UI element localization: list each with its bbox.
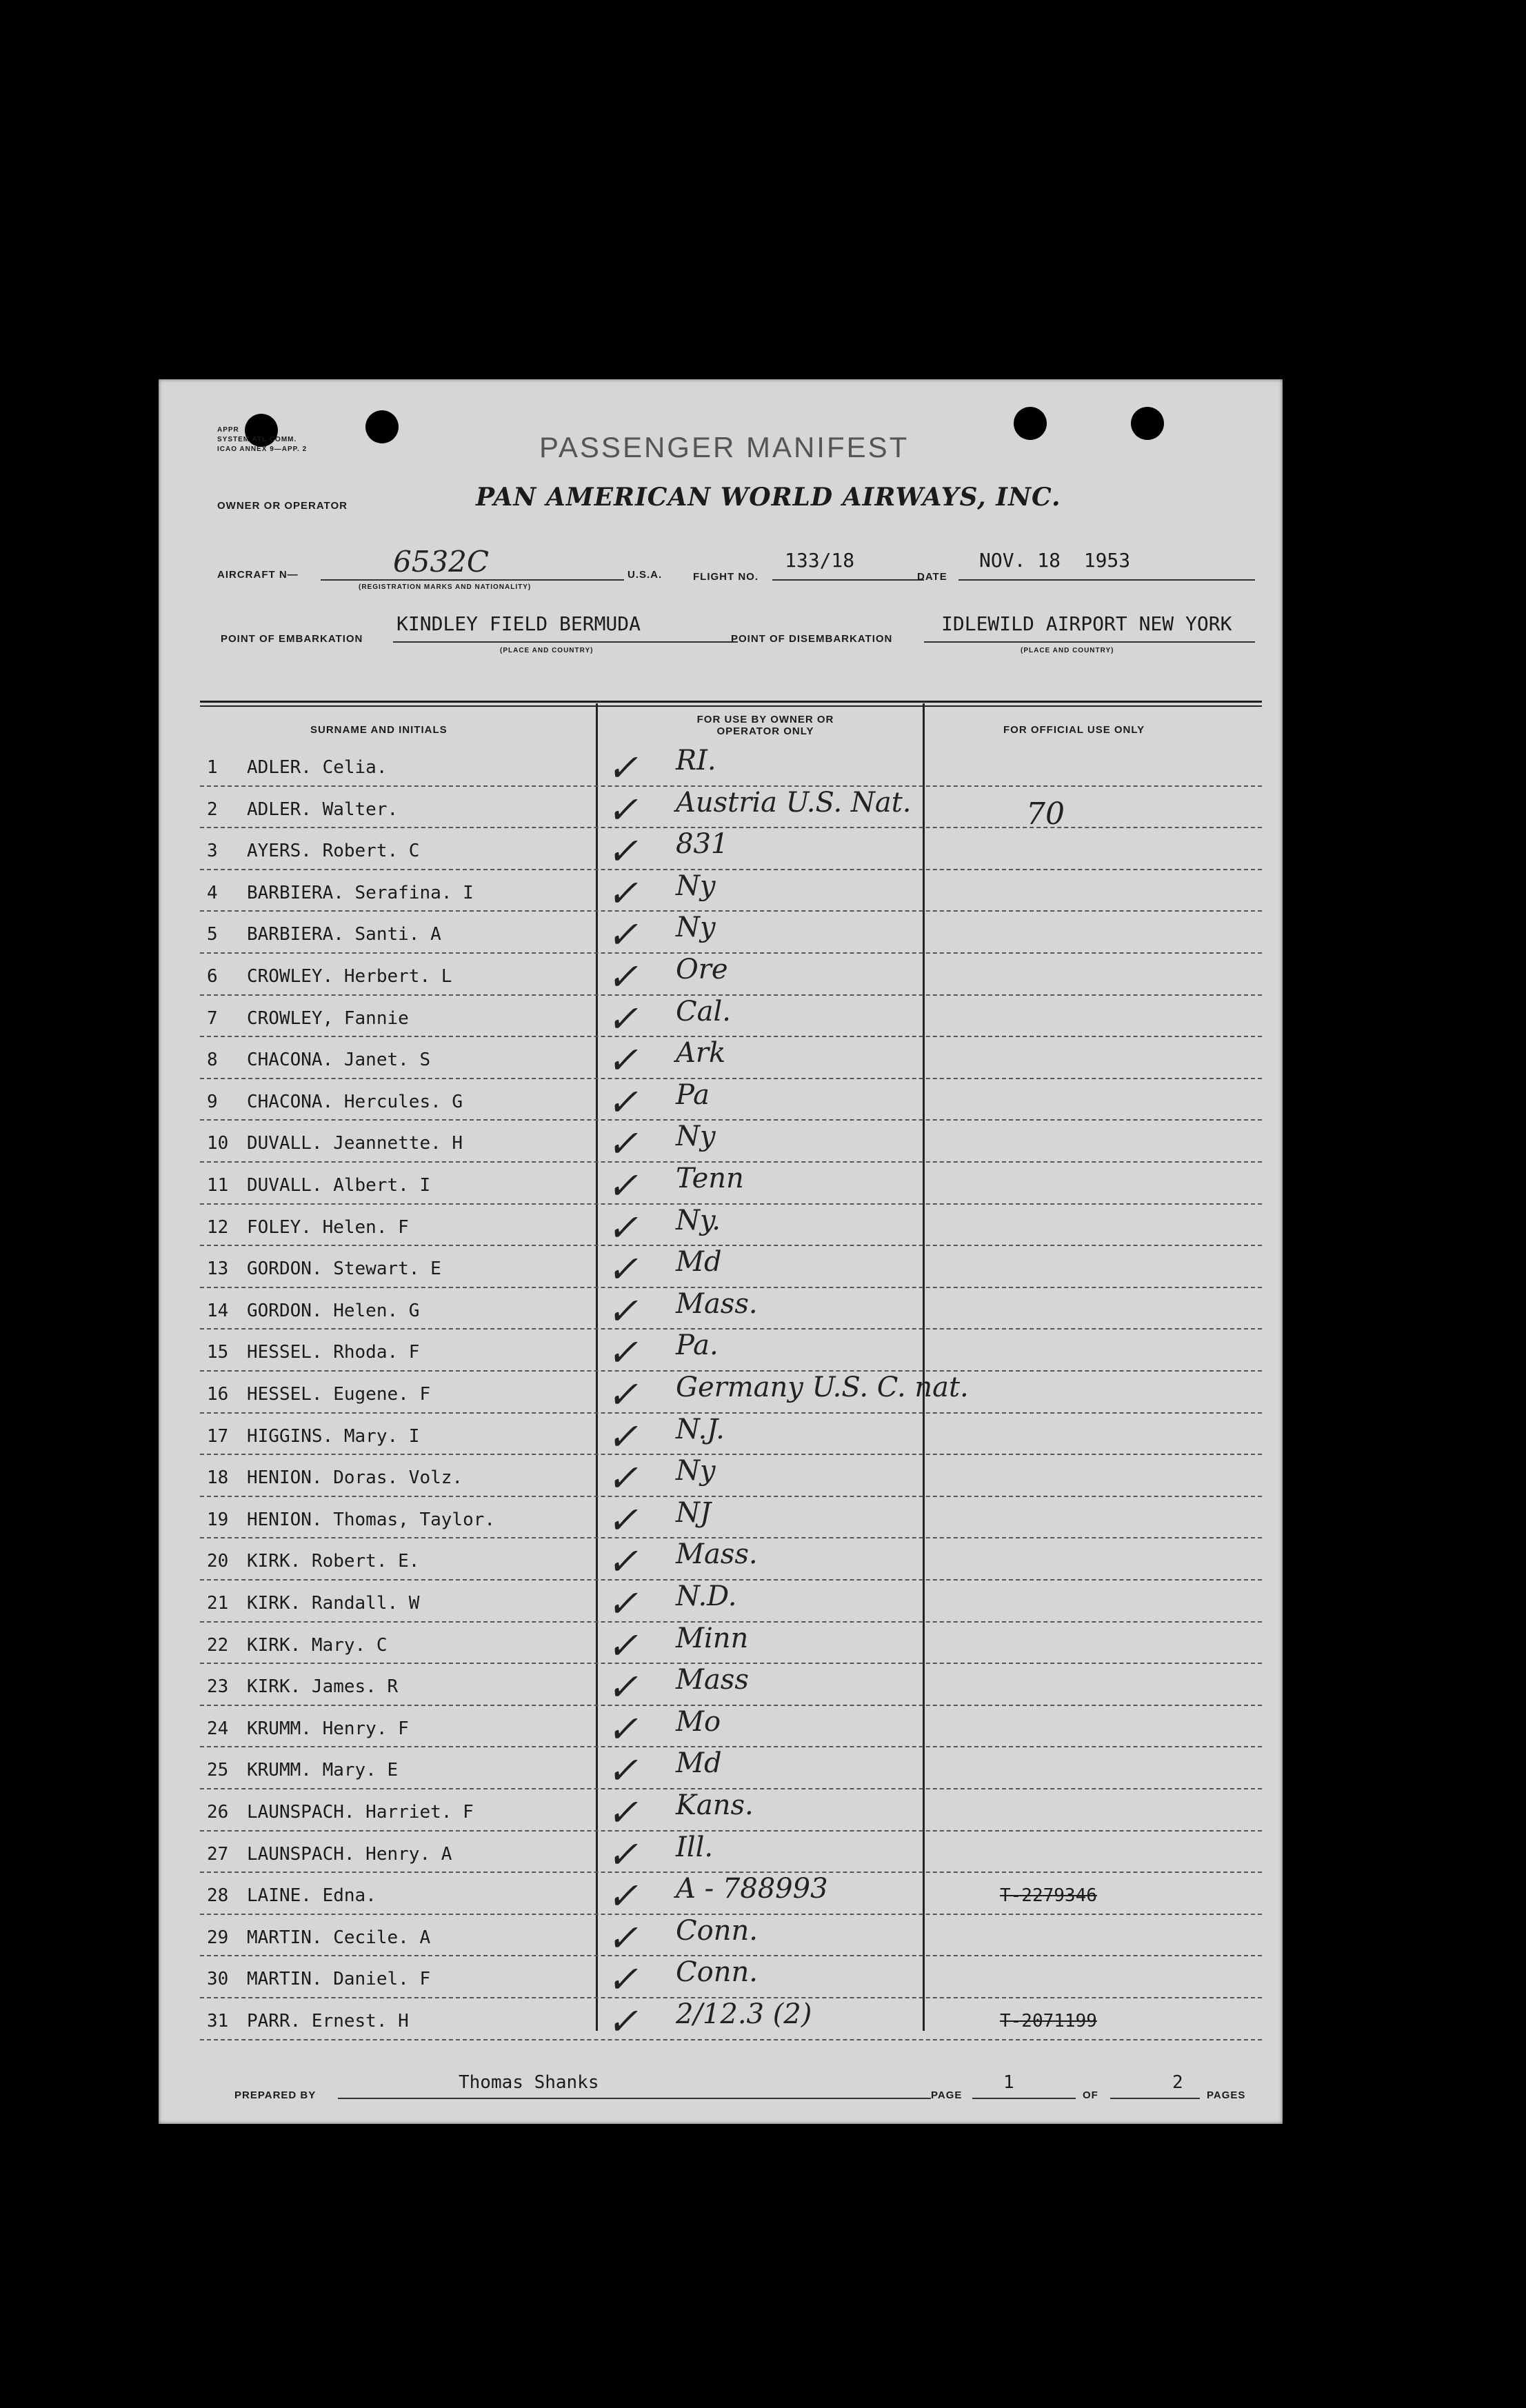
col-official-header: FOR OFFICIAL USE ONLY [1003, 724, 1145, 736]
row-number: 5 [207, 924, 218, 945]
check-mark-icon: ✓ [607, 1456, 639, 1501]
passenger-name: HENION. Doras. Volz. [247, 1467, 463, 1489]
table-row [200, 1873, 1262, 1918]
prepared-line [338, 2098, 931, 2099]
row-number: 15 [207, 1342, 229, 1363]
handwritten-note: Conn. [676, 1914, 758, 1947]
check-mark-icon: ✓ [607, 2000, 639, 2043]
handwritten-note: Mass. [676, 1287, 758, 1320]
handwritten-note: Minn [676, 1622, 749, 1654]
flight-line [772, 579, 924, 581]
passenger-name: LAINE. Edna. [247, 1885, 377, 1907]
table-row [200, 1705, 1262, 1751]
handwritten-note: A - 788993 [676, 1873, 828, 1905]
check-mark-icon: ✓ [607, 1749, 639, 1793]
handwritten-note: N.D. [676, 1581, 737, 1612]
row-number: 17 [207, 1425, 229, 1447]
table-row [200, 1246, 1262, 1292]
handwritten-note: Cal. [676, 995, 731, 1027]
check-mark-icon: ✓ [607, 871, 639, 915]
punch-hole [1131, 407, 1164, 440]
passenger-name: DUVALL. Jeannette. H [247, 1133, 463, 1154]
check-mark-icon: ✓ [607, 996, 639, 1041]
handwritten-note: Austria U.S. Nat. [676, 786, 912, 819]
punch-hole [365, 410, 399, 443]
row-number: 3 [207, 841, 218, 862]
row-number: 22 [207, 1634, 229, 1656]
check-mark-icon: ✓ [607, 1582, 639, 1625]
form-title: PASSENGER MANIFEST [539, 431, 910, 463]
handwritten-note: 831 [676, 828, 729, 861]
pages-label: PAGES [1207, 2089, 1246, 2101]
prepared-value: Thomas Shanks [459, 2072, 599, 2093]
check-mark-icon: ✓ [607, 1623, 639, 1667]
table-row [200, 1664, 1262, 1709]
check-mark-icon: ✓ [607, 1122, 639, 1166]
check-mark-icon: ✓ [607, 1665, 639, 1709]
col-owner-header: FOR USE BY OWNER OR OPERATOR ONLY [696, 714, 834, 737]
table-row [200, 1455, 1262, 1501]
disembark-value: IDLEWILD AIRPORT NEW YORK [941, 612, 1232, 635]
table-row [200, 1078, 1262, 1124]
of-value: 2 [1172, 2072, 1183, 2093]
row-number: 16 [207, 1384, 229, 1405]
row-number: 25 [207, 1760, 229, 1781]
passenger-name: CHACONA. Janet. S [247, 1050, 431, 1071]
official-note: 70 [1026, 796, 1065, 832]
table-row [200, 828, 1262, 874]
official-entry: T-2071199 [1000, 2011, 1097, 2031]
aircraft-sublabel: (REGISTRATION MARKS AND NATIONALITY) [359, 583, 532, 591]
row-number: 7 [207, 1007, 218, 1029]
table-row [200, 1037, 1262, 1083]
check-mark-icon: ✓ [607, 1289, 639, 1333]
handwritten-note: Pa. [676, 1330, 719, 1362]
passenger-name: HENION. Thomas, Taylor. [247, 1509, 496, 1530]
handwritten-note: RI. [676, 745, 716, 776]
handwritten-note: Md [676, 1246, 722, 1278]
passenger-name: AYERS. Robert. C [247, 841, 420, 862]
passenger-name: KIRK. Mary. C [247, 1634, 388, 1656]
passenger-name: HESSEL. Rhoda. F [247, 1342, 420, 1363]
approval-text-2: SYSTEM ATL COMM. [217, 436, 297, 443]
passenger-name: HIGGINS. Mary. I [247, 1425, 420, 1447]
passenger-name: LAUNSPACH. Henry. A [247, 1843, 452, 1865]
aircraft-line [321, 579, 624, 581]
passenger-name: CROWLEY, Fannie [247, 1007, 409, 1029]
table-row [200, 912, 1262, 957]
passenger-name: CROWLEY. Herbert. L [247, 966, 452, 987]
table-row [200, 1581, 1262, 1625]
passenger-name: KIRK. Robert. E. [247, 1551, 420, 1572]
table-row [200, 1330, 1262, 1375]
check-mark-icon: ✓ [607, 1916, 639, 1960]
table-row [200, 1204, 1262, 1250]
passenger-name: KIRK. James. R [247, 1676, 399, 1698]
row-number: 28 [207, 1885, 229, 1907]
row-number: 13 [207, 1258, 229, 1280]
flight-label: FLIGHT NO. [693, 571, 759, 583]
handwritten-note: Ore [676, 954, 728, 985]
embark-line [393, 641, 738, 643]
table-top-rule [200, 701, 1262, 707]
passenger-name: ADLER. Celia. [247, 757, 388, 778]
table-row [200, 1622, 1262, 1667]
page-label: PAGE [931, 2089, 963, 2101]
punch-hole [1014, 407, 1047, 440]
page-value: 1 [1003, 2072, 1014, 2093]
owner-name: PAN AMERICAN WORLD AIRWAYS, INC. [476, 483, 1061, 512]
row-number: 31 [207, 2011, 229, 2031]
table-row [200, 1287, 1262, 1333]
row-number: 19 [207, 1509, 229, 1530]
row-number: 30 [207, 1969, 229, 1990]
check-mark-icon: ✓ [607, 746, 639, 790]
row-number: 10 [207, 1133, 229, 1154]
flight-value: 133/18 [785, 549, 855, 572]
prepared-label: PREPARED BY [234, 2089, 317, 2101]
passenger-name: GORDON. Stewart. E [247, 1258, 441, 1280]
row-number: 21 [207, 1593, 229, 1614]
passenger-name: KIRK. Randall. W [247, 1593, 420, 1614]
check-mark-icon: ✓ [607, 787, 639, 832]
approval-text-1: APPR [217, 426, 239, 434]
table-row [200, 1372, 1262, 1416]
table-row [200, 1496, 1262, 1542]
table-row [200, 1998, 1262, 2043]
disembark-label: POINT OF DISEMBARKATION [731, 633, 893, 645]
embark-sublabel: (PLACE AND COUNTRY) [500, 647, 594, 654]
handwritten-note: Mass [676, 1664, 749, 1696]
row-number: 27 [207, 1843, 229, 1865]
table-row [200, 786, 1262, 832]
row-number: 24 [207, 1718, 229, 1739]
passenger-name: MARTIN. Cecile. A [247, 1927, 431, 1948]
of-label: OF [1083, 2089, 1098, 2101]
handwritten-note: NJ [676, 1496, 712, 1529]
col-surname-header: SURNAME AND INITIALS [310, 724, 448, 736]
row-number: 8 [207, 1050, 218, 1071]
row-number: 23 [207, 1676, 229, 1698]
table-row [200, 1163, 1262, 1207]
row-number: 6 [207, 966, 218, 987]
table-row [200, 995, 1262, 1041]
passenger-name: CHACONA. Hercules. G [247, 1091, 463, 1112]
official-entry: T-2279346 [1000, 1885, 1097, 1907]
handwritten-note: Ny [676, 912, 716, 944]
handwritten-note: Kans. [676, 1789, 754, 1821]
handwritten-note: Md [676, 1747, 722, 1780]
disembark-sublabel: (PLACE AND COUNTRY) [1021, 647, 1114, 654]
table-row [200, 1789, 1262, 1834]
passenger-name: MARTIN. Daniel. F [247, 1969, 431, 1990]
table-row [200, 745, 1262, 790]
handwritten-note: Mo [676, 1705, 721, 1738]
date-line [958, 579, 1255, 581]
handwritten-note: Ny. [676, 1204, 721, 1236]
check-mark-icon: ✓ [607, 1498, 639, 1542]
date-value: NOV. 18 1953 [979, 549, 1131, 572]
embark-value: KINDLEY FIELD BERMUDA [396, 612, 641, 635]
of-line [1110, 2098, 1200, 2099]
table-row [200, 1538, 1262, 1584]
handwritten-note: Ny [676, 870, 716, 902]
check-mark-icon: ✓ [607, 1039, 639, 1083]
row-number: 11 [207, 1175, 229, 1196]
check-mark-icon: ✓ [607, 1164, 639, 1207]
row-number: 20 [207, 1551, 229, 1572]
row-number: 29 [207, 1927, 229, 1948]
check-mark-icon: ✓ [607, 955, 639, 999]
table-row [200, 870, 1262, 915]
passenger-name: KRUMM. Mary. E [247, 1760, 399, 1781]
handwritten-note: Pa [676, 1078, 710, 1111]
handwritten-note: 2/12.3 (2) [676, 1998, 812, 2030]
page-line [972, 2098, 1076, 2099]
row-number: 14 [207, 1300, 229, 1321]
date-label: DATE [917, 571, 947, 583]
row-number: 18 [207, 1467, 229, 1489]
passenger-name: HESSEL. Eugene. F [247, 1384, 431, 1405]
check-mark-icon: ✓ [607, 1247, 639, 1292]
check-mark-icon: ✓ [607, 1707, 639, 1751]
passenger-name: BARBIERA. Santi. A [247, 924, 441, 945]
check-mark-icon: ✓ [607, 830, 639, 874]
table-row [200, 1413, 1262, 1458]
passenger-name: DUVALL. Albert. I [247, 1175, 431, 1196]
manifest-sheet [159, 379, 1283, 2124]
check-mark-icon: ✓ [607, 1791, 639, 1834]
passenger-name: ADLER. Walter. [247, 799, 399, 820]
row-rule [200, 2039, 1262, 2040]
table-row [200, 1956, 1262, 2002]
handwritten-note: Ny [676, 1455, 716, 1487]
check-mark-icon: ✓ [607, 1540, 639, 1584]
embark-label: POINT OF EMBARKATION [221, 633, 363, 645]
check-mark-icon: ✓ [607, 1832, 639, 1876]
owner-label: OWNER OR OPERATOR [217, 500, 348, 512]
check-mark-icon: ✓ [607, 1414, 639, 1458]
table-row [200, 1747, 1262, 1793]
row-number: 9 [207, 1091, 218, 1112]
row-number: 2 [207, 799, 218, 820]
handwritten-note: Ark [676, 1037, 726, 1070]
table-row [200, 1914, 1262, 1960]
aircraft-value: 6532C [393, 545, 490, 579]
approval-text-3: ICAO ANNEX 9—APP. 2 [217, 445, 308, 453]
passenger-name: BARBIERA. Serafina. I [247, 882, 474, 903]
table-row [200, 1831, 1262, 1876]
table-row [200, 954, 1262, 999]
handwritten-note: Germany U.S. C. nat. [676, 1372, 969, 1403]
row-number: 1 [207, 757, 218, 778]
passenger-name: KRUMM. Henry. F [247, 1718, 409, 1739]
check-mark-icon: ✓ [607, 1958, 639, 2002]
handwritten-note: Ill. [676, 1831, 714, 1863]
check-mark-icon: ✓ [607, 1331, 639, 1375]
check-mark-icon: ✓ [607, 1080, 639, 1124]
passenger-name: LAUNSPACH. Harriet. F [247, 1802, 474, 1823]
disembark-line [924, 641, 1255, 643]
check-mark-icon: ✓ [607, 1874, 639, 1918]
usa-label: U.S.A. [628, 569, 663, 581]
row-number: 12 [207, 1216, 229, 1238]
passenger-name: FOLEY. Helen. F [247, 1216, 409, 1238]
passenger-name: GORDON. Helen. G [247, 1300, 420, 1321]
passenger-name: PARR. Ernest. H [247, 2011, 409, 2031]
aircraft-label: AIRCRAFT N— [217, 569, 299, 581]
check-mark-icon: ✓ [607, 913, 639, 957]
row-number: 26 [207, 1802, 229, 1823]
handwritten-note: Mass. [676, 1538, 758, 1571]
row-number: 4 [207, 882, 218, 903]
handwritten-note: N.J. [676, 1413, 725, 1445]
table-row [200, 1121, 1262, 1166]
handwritten-note: Tenn [676, 1163, 744, 1194]
check-mark-icon: ✓ [607, 1373, 639, 1416]
handwritten-note: Ny [676, 1121, 716, 1153]
check-mark-icon: ✓ [607, 1205, 639, 1250]
handwritten-note: Conn. [676, 1956, 758, 1989]
